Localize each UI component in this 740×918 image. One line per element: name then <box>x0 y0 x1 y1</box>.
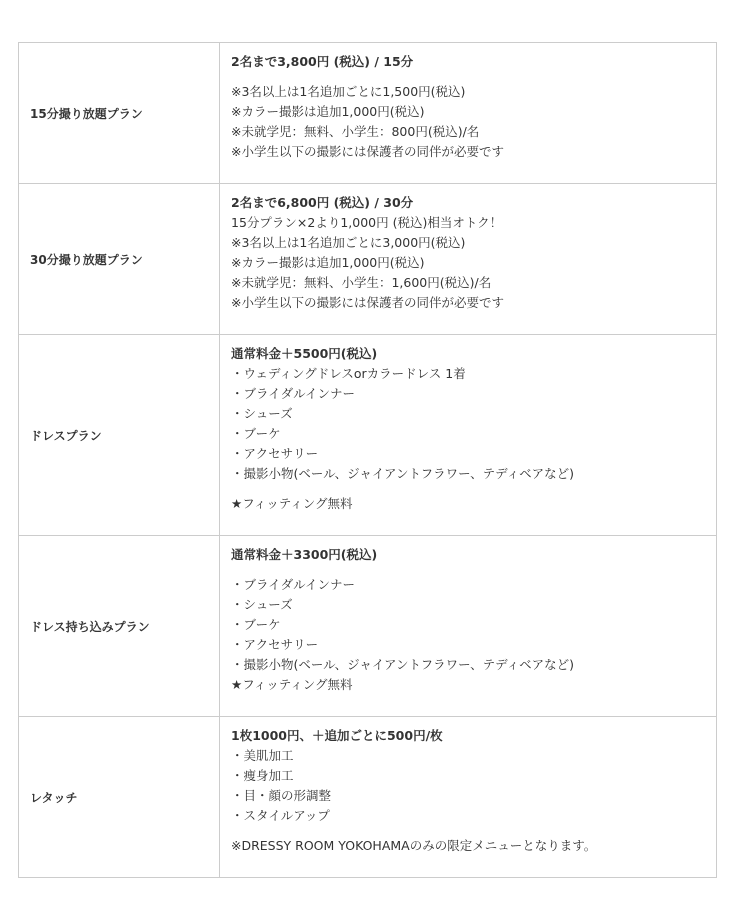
plan-row-retouch <box>19 717 717 878</box>
plan-detail: 15分プラン×2より1,000円 (税込)相当オトク！ <box>231 215 503 230</box>
plan-note: ※DRESSY ROOM YOKOHAMAのみの限定メニューとなります。 <box>231 838 597 853</box>
plan-heading: 通常料金＋3300円(税込) <box>231 547 378 562</box>
plan-description <box>220 536 717 717</box>
plan-heading: 2名まで3,800円 (税込) / 15分 <box>231 54 414 69</box>
plan-detail: ※カラー撮影は追加1,000円(税込) <box>231 255 425 270</box>
plan-table <box>18 42 717 878</box>
plan-detail: ・目・顔の形調整 <box>231 788 332 803</box>
plan-detail: ・ウェディングドレスorカラードレス 1着 <box>231 366 466 381</box>
plan-detail: ※小学生以下の撮影には保護者の同伴が必要です <box>231 295 504 310</box>
plan-detail: ・撮影小物(ベール、ジャイアントフラワー、テディベアなど) <box>231 657 575 672</box>
plan-detail: ・痩身加工 <box>231 768 294 783</box>
plan-detail: ・ブライダルインナー <box>231 577 356 592</box>
plan-name: ドレスプラン <box>19 335 220 536</box>
plan-detail: ・シューズ <box>231 406 293 421</box>
plan-heading: 通常料金＋5500円(税込) <box>231 346 378 361</box>
plan-detail: ・ブーケ <box>231 617 281 632</box>
plan-detail: ・ブーケ <box>231 426 281 441</box>
plan-row-dress-bring <box>19 536 717 717</box>
plan-row-dress <box>19 335 717 536</box>
plan-detail: ※3名以上は1名追加ごとに3,000円(税込) <box>231 235 466 250</box>
plan-note: ★フィッティング無料 <box>231 496 353 511</box>
plan-detail: ・アクセサリー <box>231 446 319 461</box>
plan-detail: ・撮影小物(ベール、ジャイアントフラワー、テディベアなど) <box>231 466 575 481</box>
plan-name: 15分撮り放題プラン <box>19 43 220 184</box>
plan-detail: ・アクセサリー <box>231 637 319 652</box>
plan-heading: 2名まで6,800円 (税込) / 30分 <box>231 195 414 210</box>
plan-name: レタッチ <box>19 717 220 878</box>
plan-name: ドレス持ち込みプラン <box>19 536 220 717</box>
plan-detail: ・美肌加工 <box>231 748 294 763</box>
plan-description <box>220 43 717 184</box>
plan-note: ★フィッティング無料 <box>231 677 353 692</box>
plan-detail: ※未就学児：無料、小学生：1,600円(税込)/名 <box>231 275 492 290</box>
plan-detail: ※未就学児：無料、小学生：800円(税込)/名 <box>231 124 480 139</box>
plan-description <box>220 717 717 878</box>
plan-detail: ※カラー撮影は追加1,000円(税込) <box>231 104 425 119</box>
plan-description <box>220 184 717 335</box>
plan-detail: ・シューズ <box>231 597 293 612</box>
plan-name: 30分撮り放題プラン <box>19 184 220 335</box>
plan-row-15min <box>19 43 717 184</box>
plan-detail: ※3名以上は1名追加ごとに1,500円(税込) <box>231 84 466 99</box>
plan-row-30min <box>19 184 717 335</box>
plan-detail: ・ブライダルインナー <box>231 386 356 401</box>
plan-heading: 1枚1000円、＋追加ごとに500円/枚 <box>231 728 443 743</box>
plan-description <box>220 335 717 536</box>
plan-detail: ※小学生以下の撮影には保護者の同伴が必要です <box>231 144 504 159</box>
plan-detail: ・スタイルアップ <box>231 808 330 823</box>
